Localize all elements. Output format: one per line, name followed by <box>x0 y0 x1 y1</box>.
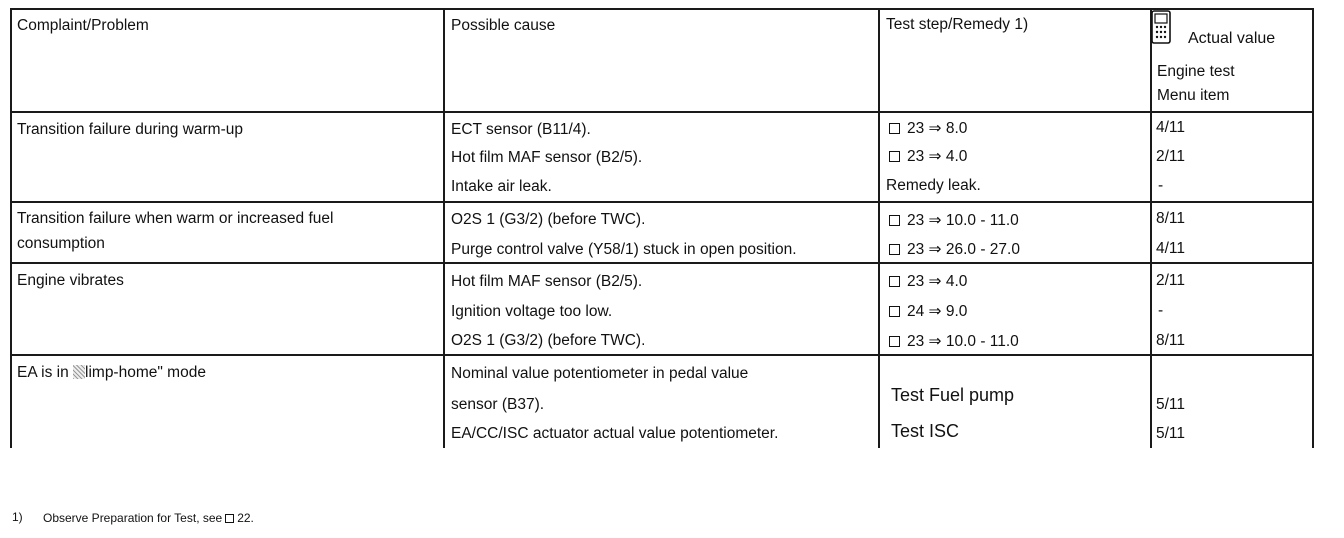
table-right-border <box>1312 8 1314 448</box>
complaint-text: consumption <box>17 235 105 252</box>
cause-text: Intake air leak. <box>451 178 552 195</box>
cause-text: EA/CC/ISC actuator actual value potentiometer. <box>451 425 779 442</box>
header-menu-item: Menu item <box>1157 87 1230 104</box>
test-step: Remedy leak. <box>886 177 981 194</box>
menu-item-value: 2/11 <box>1156 272 1186 289</box>
row-divider <box>10 354 1314 356</box>
book-reference-icon <box>225 514 234 523</box>
book-reference-icon <box>889 244 900 255</box>
complaint-text: EA is in limp-home" mode <box>17 364 206 381</box>
row-divider <box>10 262 1314 264</box>
table-left-border <box>10 8 12 448</box>
test-step: 23 ⇒ 26.0 - 27.0 <box>889 241 1020 259</box>
cause-text: Hot film MAF sensor (B2/5). <box>451 273 643 290</box>
row-divider <box>10 201 1314 203</box>
cause-text: sensor (B37). <box>451 396 545 413</box>
cause-text: Ignition voltage too low. <box>451 303 613 320</box>
column-divider <box>1150 8 1152 448</box>
test-step: 23 ⇒ 8.0 <box>889 120 967 138</box>
cause-text: O2S 1 (G3/2) (before TWC). <box>451 332 646 349</box>
test-step: 23 ⇒ 10.0 - 11.0 <box>889 333 1019 351</box>
menu-item-value: 5/11 <box>1156 396 1186 413</box>
book-reference-icon <box>889 336 900 347</box>
smudge-mark-icon <box>73 365 85 379</box>
menu-item-value: - <box>1158 302 1164 319</box>
menu-item-value: 8/11 <box>1156 210 1186 227</box>
menu-item-value: 2/11 <box>1156 148 1186 165</box>
test-step: 23 ⇒ 10.0 - 11.0 <box>889 212 1019 230</box>
book-reference-icon <box>889 306 900 317</box>
book-reference-icon <box>889 151 900 162</box>
cause-text: ECT sensor (B11/4). <box>451 121 591 138</box>
menu-item-value: - <box>1158 177 1164 194</box>
table-top-border <box>10 8 1314 10</box>
header-complaint: Complaint/Problem <box>17 17 149 34</box>
footnote-text: Observe Preparation for Test, see 22. <box>43 511 254 525</box>
diagnostic-tester-icon <box>1150 10 1172 44</box>
test-step: 23 ⇒ 4.0 <box>889 148 967 166</box>
row-divider <box>10 111 1314 113</box>
test-step: 24 ⇒ 9.0 <box>889 303 967 321</box>
menu-item-value: 4/11 <box>1156 240 1186 257</box>
header-possible-cause: Possible cause <box>451 17 556 34</box>
complaint-text: Transition failure during warm-up <box>17 121 243 138</box>
cause-text: Nominal value potentiometer in pedal value <box>451 365 749 382</box>
header-engine-test: Engine test <box>1157 63 1235 80</box>
footnote-marker: 1) <box>12 510 23 524</box>
complaint-text: Engine vibrates <box>17 272 124 289</box>
test-step: Test ISC <box>891 421 960 441</box>
menu-item-value: 4/11 <box>1156 119 1186 136</box>
header-test-step: Test step/Remedy 1) <box>886 16 1029 33</box>
menu-item-value: 8/11 <box>1156 332 1186 349</box>
test-step: Test Fuel pump <box>891 385 1015 405</box>
book-reference-icon <box>889 276 900 287</box>
book-reference-icon <box>889 123 900 134</box>
book-reference-icon <box>889 215 900 226</box>
cause-text: Hot film MAF sensor (B2/5). <box>451 149 643 166</box>
header-actual-value: Actual value <box>1188 30 1276 47</box>
column-divider <box>878 8 880 448</box>
complaint-text: Transition failure when warm or increased fuel <box>17 210 334 227</box>
menu-item-value: 5/11 <box>1156 425 1186 442</box>
test-step: 23 ⇒ 4.0 <box>889 273 967 291</box>
cause-text: O2S 1 (G3/2) (before TWC). <box>451 211 646 228</box>
cause-text: Purge control valve (Y58/1) stuck in open position. <box>451 241 797 258</box>
column-divider <box>443 8 445 448</box>
